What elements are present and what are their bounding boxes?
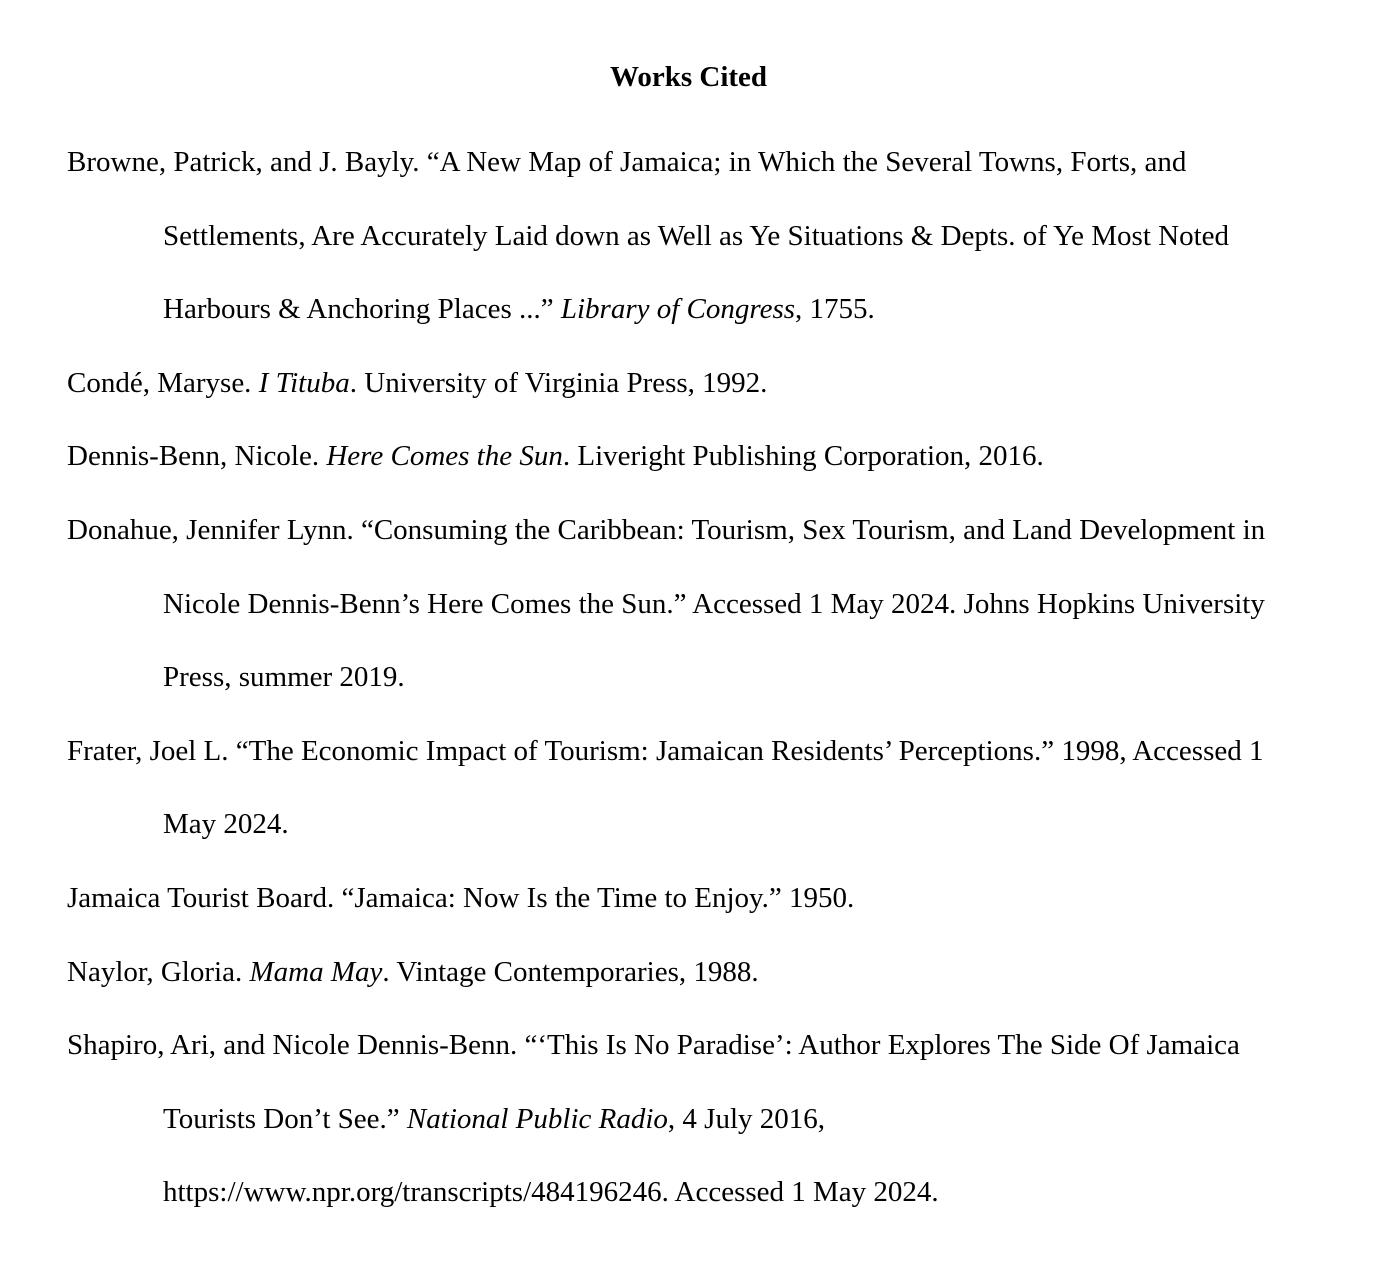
citation-text: , 4 July 2016, https://www.npr.org/transcripts/484196246. Accessed 1 May 2024. bbox=[163, 1102, 939, 1209]
citation-text: Browne, Patrick, and J. Bayly. “A New Map of Jamaica; in Which the Several Towns, Forts, and Settlements, Are Accurately Laid down as Well as Ye Situations & Depts. of Ye Most Noted Harbours & Anchoring Places ...” bbox=[67, 146, 1230, 326]
citation-italic-title: Library of Congress bbox=[560, 293, 796, 326]
page-title: Works Cited bbox=[609, 61, 768, 93]
citation-text: Dennis-Benn, Nicole. bbox=[67, 440, 327, 473]
citation-text: Shapiro, Ari, and Nicole Dennis-Benn. “‘This Is No Paradise’: Author Explores The Side Of Jamaica Tourists Don’t See.” bbox=[67, 1029, 1240, 1135]
citation-entry-dennis-benn bbox=[67, 420, 1310, 494]
citation-text: , 1755. bbox=[795, 293, 875, 326]
citation-text: Naylor, Gloria. bbox=[67, 955, 250, 988]
citation-entry-conde bbox=[67, 347, 1310, 421]
citation-italic-title: I Tituba bbox=[258, 366, 350, 399]
citation-text: Jamaica Tourist Board. “Jamaica: Now Is the Time to Enjoy.” 1950. bbox=[67, 881, 855, 914]
citation-italic-title: Here Comes the Sun bbox=[326, 440, 563, 473]
citation-text: Condé, Maryse. bbox=[67, 366, 259, 399]
citation-italic-title: National Public Radio bbox=[406, 1102, 668, 1135]
citation-text: . University of Virginia Press, 1992. bbox=[349, 366, 768, 399]
citation-entry-jamaica-tourist-board bbox=[67, 862, 1310, 936]
citation-entry-frater bbox=[67, 715, 1310, 862]
citation-entry-shapiro bbox=[67, 1009, 1310, 1230]
citation-text: . Liveright Publishing Corporation, 2016. bbox=[562, 440, 1044, 473]
citation-entry-browne bbox=[67, 126, 1310, 347]
citation-entry-naylor bbox=[67, 936, 1310, 1010]
citation-text: Frater, Joel L. “The Economic Impact of Tourism: Jamaican Residents’ Perceptions.” 1998, Accessed 1 May 2024. bbox=[67, 734, 1264, 841]
citation-text: Donahue, Jennifer Lynn. “Consuming the Caribbean: Tourism, Sex Tourism, and Land Development in Nicole Dennis-Benn’s Here Comes the Sun.” Accessed 1 May 2024. Johns Hopkins University Press, summer 2019. bbox=[67, 513, 1266, 694]
citation-text: . Vintage Contemporaries, 1988. bbox=[382, 955, 759, 988]
citation-entry-donahue bbox=[67, 494, 1310, 715]
citation-italic-title: Mama May bbox=[249, 955, 383, 988]
